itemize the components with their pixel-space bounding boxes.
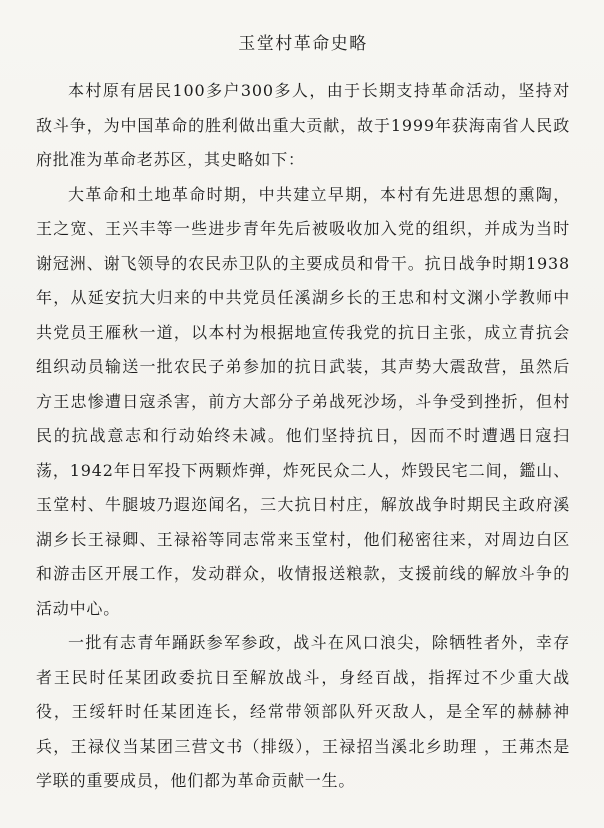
document-title: 玉堂村革命史略 [238,34,368,54]
paragraph-intro: 本村原有居民100多户300多人，由于长期支持革命活动，坚持对敌斗争，为中国革命的胜利做出重大贡献，故于1999年获海南省人民政府批准为革命老苏区，其史略如下： [36,81,570,169]
paragraph-history: 大革命和土地革命时期，中共建立早期，本村有先进思想的熏陶，王之宽、王兴丰等一些进步青年先后被吸收加入党的组织，并成为当时谢冠洲、谢飞领导的农民赤卫队的主要成员和骨干。抗日战争时期1938年，从延安抗大归来的中共党员任溪湖乡长的王忠和村文渊小学教师中共党员王雁秋一道，以本村为根据地宣传我党的抗日主张，成立青抗会组织动员输送一批农民子弟参加的抗日武装，其声势大震敌营，虽然后方王忠惨遭日寇杀害，前方大部分子弟战死沙场，斗争受到挫折，但村民的抗战意志和行动始终未减。他们坚持抗日，因而不时遭遇日寇扫荡，1942年日军投下两颗炸弹，炸死民众二人，炸毁民宅二间，鑑山、玉堂村、牛腿坡乃遐迩闻名，三大抗日村庄，解放战争时期民主政府溪湖乡长王禄卿、王禄裕等同志常来玉堂村，他们秘密往来，对周边白区和游击区开展工作，发动群众，收情报送粮款，支援前线的解放斗争的活动中心。 [36,184,570,618]
paragraph-veterans: 一批有志青年踊跃参军参政，战斗在风口浪尖，除牺牲者外，幸存者王民时任某团政委抗日至解放战斗，身经百战，指挥过不少重大战役，王绥轩时任某团连长，经常带领部队歼灭敌人，是全军的赫赫神兵，王禄仪当某团三营文书（排级），王禄招当溪北乡助理 ，王茀杰是学联的重要成员，他们都为革命贡献一生。 [36,633,570,790]
